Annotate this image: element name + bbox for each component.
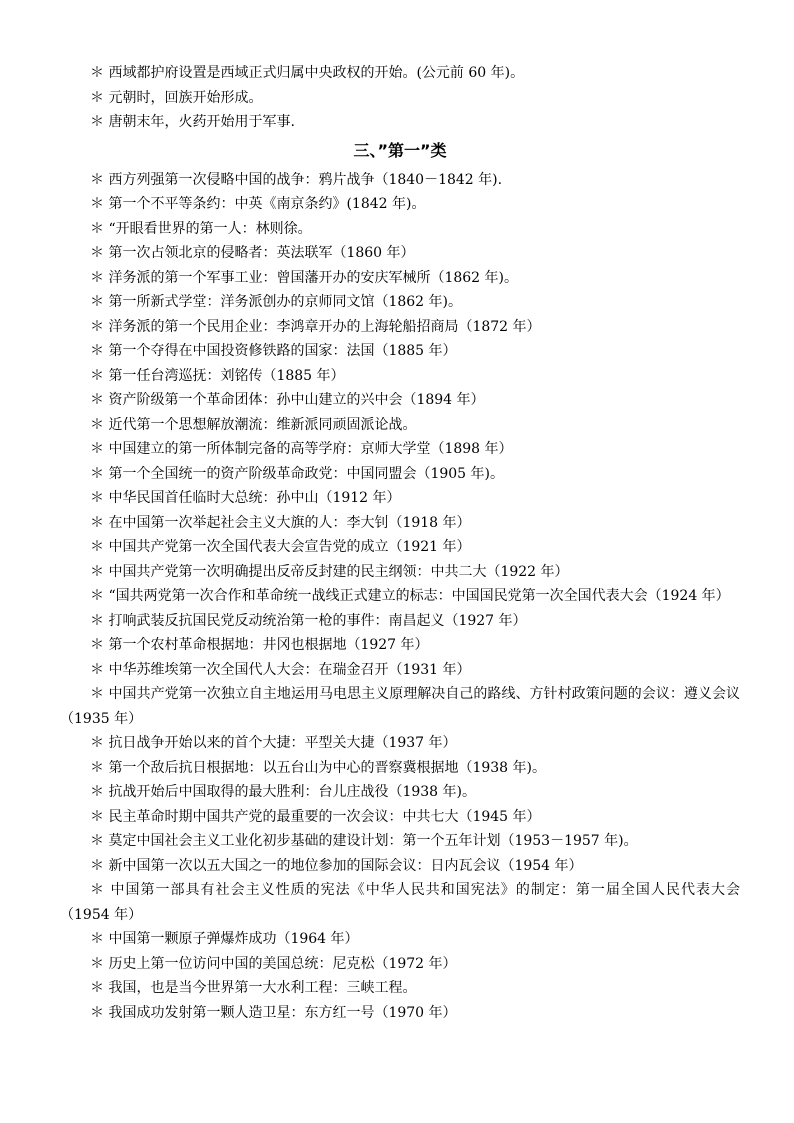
list-item: ＊ 中国建立的第一所体制完备的高等学府：京师大学堂（1898 年）: [90, 441, 513, 457]
list-item: ＊ 中国第一颗原子弹爆炸成功（1964 年）: [90, 931, 359, 947]
list-item: ＊ 第一个农村革命根据地：井冈也根据地（1927 年）: [90, 637, 429, 653]
list-item: ＊ 中国共产党第一次明确提出反帝反封建的民主纲领：中共二大（1922 年）: [90, 563, 569, 580]
list-item: ＊ “开眼看世界的第一人：林则徐。: [90, 220, 312, 237]
list-item: ＊ 抗战开始后中国取得的最大胜利：台儿庄战役（1938 年)。: [90, 784, 476, 800]
section-heading: 三、”第一”类: [353, 140, 447, 160]
list-item: ＊ 第一个不平等条约：中英《南京条约》(1842 年)。: [90, 196, 426, 212]
list-item: ＊ 第一个夺得在中国投资修铁路的国家：法国（1885 年）: [90, 343, 457, 359]
list-item: ＊ 西域都护府设置是西域正式归属中央政权的开始。(公元前 60 年)。: [90, 65, 525, 81]
list-item: ＊ 西方列强第一次侵略中国的战争：鸦片战争（1840－1842 年).: [90, 171, 503, 188]
list-item: ＊ 历史上第一位访问中国的美国总统：尼克松（1972 年）: [90, 955, 457, 972]
list-item: ＊ 资产阶级第一个革命团体：孙中山建立的兴中会（1894 年）: [90, 392, 485, 408]
list-item: ＊ 我国，也是当今世界第一大水利工程：三峡工程。: [90, 980, 417, 996]
list-item: ＊ 洋务派的第一个军事工业：曾国藩开办的安庆军械所（1862 年)。: [90, 269, 518, 286]
list-item: ＊ 洋务派的第一个民用企业：李鸿章开办的上海轮船招商局（1872 年）: [90, 318, 541, 335]
list-item: ＊ 中国第一部具有社会主义性质的宪法《中华人民共和国宪法》的制定：第一届全国人民代表大会（1954 年）: [60, 882, 740, 923]
list-item: ＊ 莫定中国社会主义工业化初步基础的建设计划：第一个五年计划（1953－1957 年)。: [90, 833, 638, 849]
list-item: ＊ 中国共产党第一次独立自主地运用马电思主义原理解决自己的路线、方针村政策问题的会议：遵义会议（1935 年）: [60, 686, 740, 727]
list-item: ＊ 打响武装反抗国民党反动统治第一枪的事件：南昌起义（1927 年）: [90, 612, 527, 629]
list-item: ＊ 第一所新式学堂：洋务派创办的京师同文馆（1862 年)。: [90, 294, 462, 310]
list-item: ＊ 我国成功发射第一颗人造卫星：东方红一号（1970 年）: [90, 1004, 457, 1021]
list-item: ＊ 第一次占领北京的侵略者：英法联军（1860 年）: [90, 245, 415, 261]
list-item: ＊ 近代第一个思想解放潮流：维新派同顽固派论战。: [90, 416, 417, 433]
list-item: ＊ 在中国第一次举起社会主义大旗的人：李大钊（1918 年）: [90, 514, 471, 531]
list-item: ＊ 民主革命时期中国共产党的最重要的一次会议：中共七大（1945 年）: [90, 808, 541, 825]
list-item: ＊ 中国共产党第一次全国代表大会宣告党的成立（1921 年）: [90, 539, 471, 555]
firsts-list: [60, 168, 740, 1026]
list-item: ＊ 唐朝末年，火药开始用于军事.: [90, 114, 295, 130]
document-page: [60, 61, 740, 1025]
list-item: ＊ 第一个敌后抗日根据地：以五台山为中心的晋察冀根据地（1938 年)。: [90, 759, 546, 776]
list-item: ＊ 中华民国首任临时大总统：孙中山（1912 年）: [90, 490, 401, 506]
list-item: ＊ 中华苏维埃第一次全国代人大会：在瑞金召开（1931 年）: [90, 661, 471, 678]
list-item: ＊ 第一个全国统一的资产阶级革命政党：中国同盟会（1905 年)。: [90, 465, 504, 482]
list-item: ＊ 元朝时，回族开始形成。: [90, 89, 263, 106]
list-item: ＊ 抗日战争开始以来的首个大捷：平型关大捷（1937 年）: [90, 735, 457, 751]
list-item: ＊ “国共两党第一次合作和革命统一战线正式建立的标志：中国国民党第一次全国代表大会（1924 年）: [90, 588, 730, 604]
intro-list: [60, 61, 740, 135]
list-item: ＊ 新中国第一次以五大国之一的地位参加的国际会议：日内瓦会议（1954 年）: [90, 857, 583, 874]
list-item: ＊ 第一任台湾巡抚：刘铭传（1885 年）: [90, 367, 345, 384]
